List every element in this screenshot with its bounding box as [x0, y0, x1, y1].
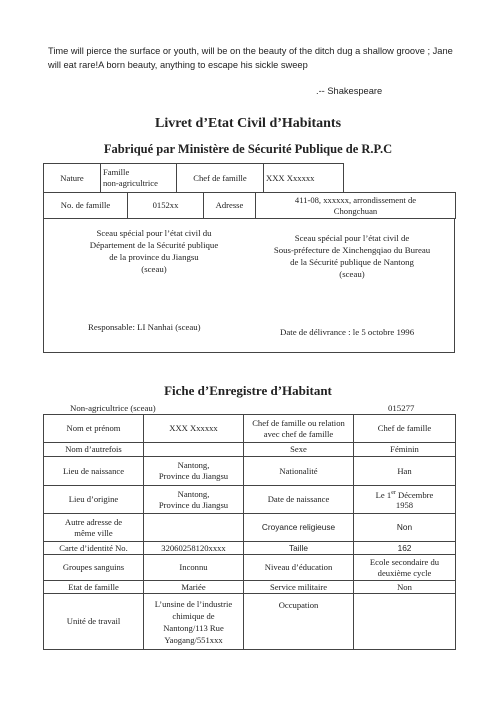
sex-label: Sexe — [244, 443, 354, 457]
religion-label: Croyance religieuse — [244, 514, 354, 542]
other-address-label — [44, 514, 144, 542]
address-line2: Chongchuan — [333, 205, 378, 216]
workplace-line2: chimique de — [172, 610, 215, 621]
table-row — [44, 555, 456, 581]
nature-label: Nature — [44, 164, 101, 193]
nature-value — [101, 164, 177, 193]
marital-value: Mariée — [144, 581, 244, 594]
workplace-line1: L’unsine de l’industrie — [154, 598, 233, 609]
marital-label: Etat de famille — [44, 581, 144, 594]
seal-left-line: Sceau spécial pour l’état civil du — [96, 228, 212, 238]
nationality-label: Nationalité — [244, 457, 354, 486]
education-line2: deuxième cycle — [377, 567, 432, 578]
relation-label-line2: avec chef de famille — [263, 428, 334, 439]
household-number-label: No. de famille — [44, 193, 128, 219]
document-title: Livret d’Etat Civil d’Habitants — [154, 116, 342, 131]
document-subtitle: Fabriqué par Ministère de Sécurité Publique de R.P.C — [103, 142, 393, 156]
address-value — [256, 193, 456, 219]
birthplace-line1: Nantong, — [177, 460, 210, 470]
birthdate-label: Date de naissance — [244, 486, 354, 514]
origin-line1: Nantong, — [177, 488, 210, 499]
table-row — [44, 514, 456, 542]
workplace-label: Unité de travail — [44, 594, 144, 650]
table-row — [44, 594, 456, 650]
nationality-value: Han — [354, 457, 456, 486]
origin-label: Lieu d’origine — [44, 486, 144, 514]
table-row — [44, 581, 456, 594]
table-row — [44, 486, 456, 514]
height-label: Taille — [244, 542, 354, 555]
seal-right-line: Sceau spécial pour l’état civil de — [294, 233, 410, 243]
birthdate-month: Décembre — [395, 489, 434, 500]
seal-section — [43, 218, 455, 353]
chef-label: Chef de famille — [177, 164, 264, 193]
birthdate-ordinal: er — [391, 489, 396, 496]
blood-type-value: Inconnu — [144, 555, 244, 581]
workplace-value — [144, 594, 244, 650]
resident-record-table — [43, 414, 456, 650]
military-value: Non — [354, 581, 456, 594]
empty-cell — [344, 164, 456, 193]
name-value: XXX Xxxxxx — [144, 415, 244, 443]
sex-value: Féminin — [354, 443, 456, 457]
workplace-line3: Nantong/113 Rue — [163, 622, 224, 633]
seal-right-line: de la Sécurité publique de Nantong — [290, 257, 414, 267]
household-number-value: 0152xx — [128, 193, 204, 219]
birthplace-label: Lieu de naissance — [44, 457, 144, 486]
origin-line2: Province du Jiangsu — [158, 499, 229, 510]
address-label: Adresse — [204, 193, 256, 219]
other-address-value — [144, 514, 244, 542]
household-header-table — [43, 163, 456, 193]
fiche-title: Fiche d’Enregistre d’Habitant — [164, 383, 332, 398]
table-row — [44, 415, 456, 443]
table-row — [44, 542, 456, 555]
responsible-officer: Responsable: LI Nanhai (sceau) — [88, 322, 201, 332]
occupation-value — [354, 594, 456, 650]
birthdate-value — [354, 486, 456, 514]
workplace-line4: Yaogang/551xxx — [164, 634, 223, 645]
former-name-value — [144, 443, 244, 457]
height-value: 162 — [354, 542, 456, 555]
household-address-table — [43, 192, 456, 219]
address-line1: 411-08, xxxxxx, arrondissement de — [294, 194, 417, 205]
blood-type-label: Groupes sanguins — [44, 555, 144, 581]
epigraph-quote: Time will pierce the surface or youth, will be on the beauty of the ditch dug a shallow groove ; Jane will eat rare!A born beauty, anything to escape his sickle sweep — [48, 46, 453, 70]
education-label: Niveau d’éducation — [244, 555, 354, 581]
seal-left-line: (sceau) — [141, 264, 167, 274]
nature-value-line2: non-agricultrice — [103, 178, 158, 188]
seal-left-line: Département de la Sécurité publique — [89, 240, 219, 250]
seal-left-line: de la province du Jiangsu — [109, 252, 199, 262]
education-line1: Ecole secondaire du — [369, 556, 440, 567]
birthplace-line2: Province du Jiangsu — [158, 471, 229, 481]
seal-right-text — [254, 232, 450, 280]
education-value — [354, 555, 456, 581]
seal-left-text — [74, 227, 234, 275]
table-row — [44, 457, 456, 486]
birthdate-line1 — [356, 488, 453, 501]
birthdate-day: Le 1 — [375, 489, 392, 500]
occupation-label: Occupation — [244, 594, 354, 650]
birthdate-year: 1958 — [395, 500, 414, 511]
epigraph-attribution: .-- Shakespeare — [316, 86, 383, 96]
chef-value: XXX Xxxxxx — [264, 164, 344, 193]
name-label: Nom et prénom — [44, 415, 144, 443]
religion-value: Non — [354, 514, 456, 542]
birthplace-value — [144, 457, 244, 486]
relation-label-line1: Chef de famille ou relation — [252, 417, 345, 428]
issue-date: Date de délivrance : le 5 octobre 1996 — [280, 327, 415, 337]
seal-right-line: Sous-préfecture de Xinchengqiao du Bureau — [273, 245, 431, 255]
other-address-line1: Autre adresse de — [64, 516, 123, 527]
relation-value: Chef de famille — [354, 415, 456, 443]
fiche-number: 015277 — [388, 403, 415, 413]
origin-value — [144, 486, 244, 514]
former-name-label: Nom d’autrefois — [44, 443, 144, 457]
other-address-line2: même ville — [74, 527, 113, 538]
fiche-category: Non-agricultrice (sceau) — [70, 403, 156, 413]
id-card-value: 32060258120xxxx — [144, 542, 244, 555]
id-card-label: Carte d’identité No. — [44, 542, 144, 555]
relation-label — [244, 415, 354, 443]
seal-right-line: (sceau) — [339, 269, 365, 279]
military-label: Service militaire — [244, 581, 354, 594]
nature-value-line1: Famille — [103, 167, 130, 177]
table-row — [44, 443, 456, 457]
